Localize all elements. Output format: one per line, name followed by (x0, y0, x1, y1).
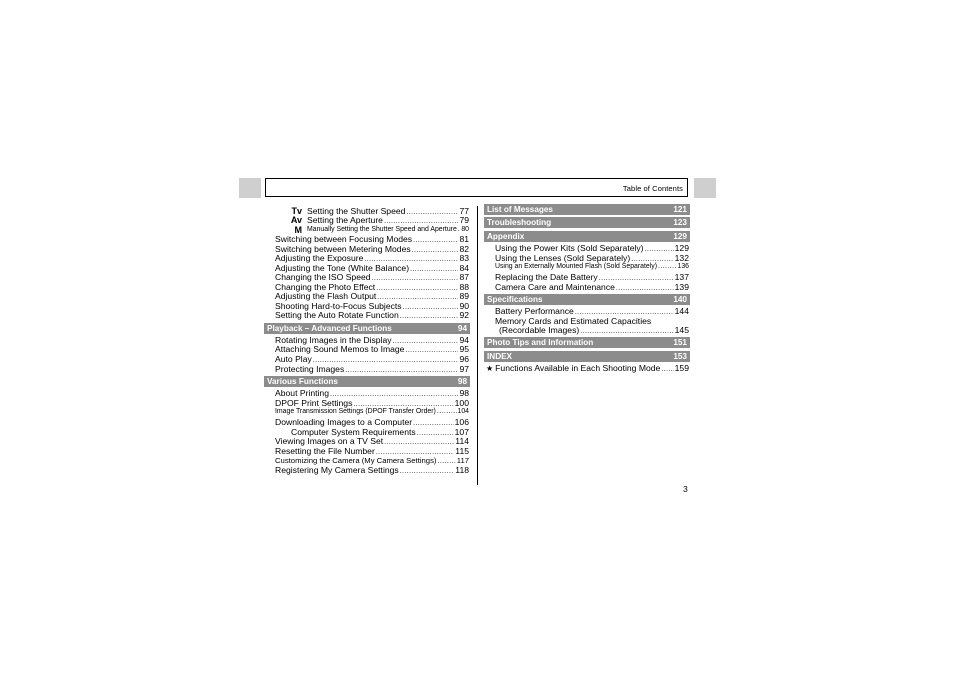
entry-page: 114 (455, 436, 469, 446)
entry-title: Resetting the File Number (275, 446, 375, 456)
m-mode-icon: M (294, 225, 302, 235)
left-tab-block (239, 178, 261, 198)
toc-entry[interactable] (275, 272, 469, 282)
entry-page: 118 (455, 465, 469, 475)
section-header-various-functions[interactable] (264, 376, 470, 387)
column-divider (477, 206, 478, 485)
entry-title: About Printing (275, 388, 329, 398)
toc-entry[interactable] (495, 243, 689, 253)
section-title: Photo Tips and Information (487, 338, 594, 347)
entry-title: Memory Cards and Estimated Capacities (495, 316, 652, 326)
entry-page: 95 (459, 344, 469, 354)
entry-title: Downloading Images to a Computer (275, 417, 413, 427)
section-header-specifications[interactable] (484, 294, 690, 305)
toc-entry[interactable] (275, 310, 469, 320)
toc-entry[interactable] (275, 364, 469, 374)
section-page: 140 (673, 295, 687, 304)
entry-title: Setting the Aperture (307, 215, 383, 225)
tv-mode-icon: Tv (291, 206, 302, 216)
section-header-photo-tips[interactable] (484, 337, 690, 348)
entry-page: 83 (459, 253, 469, 263)
entry-page: 96 (459, 354, 469, 364)
toc-entry[interactable] (307, 215, 469, 225)
section-title: Various Functions (267, 377, 338, 386)
entry-title: (Recordable Images) (499, 325, 580, 335)
entry-title: Switching between Metering Modes (275, 244, 411, 254)
section-page: 94 (457, 324, 467, 333)
entry-page: 107 (454, 427, 469, 437)
entry-page: 82 (459, 244, 469, 254)
toc-entry[interactable] (275, 407, 469, 417)
entry-title: Image Transmission Settings (DPOF Transfer Order) (275, 408, 436, 415)
section-title: Specifications (487, 295, 543, 304)
toc-entry[interactable] (275, 446, 469, 456)
entry-page: 81 (459, 234, 469, 244)
entry-title: Adjusting the Tone (White Balance) (275, 263, 410, 273)
entry-title: Using an Externally Mounted Flash (Sold Separately) (495, 263, 658, 270)
toc-entry[interactable] (275, 465, 469, 475)
entry-title: Protecting Images (275, 364, 345, 374)
entry-title: Using the Lenses (Sold Separately) (495, 253, 631, 263)
section-header-list-of-messages[interactable] (484, 204, 690, 215)
entry-page: 94 (459, 335, 469, 345)
page-number: 3 (683, 484, 688, 494)
entry-title: Auto Play (275, 354, 312, 364)
entry-page: 139 (674, 282, 689, 292)
toc-entry[interactable] (275, 436, 469, 446)
toc-entry[interactable] (275, 234, 469, 244)
section-header-playback[interactable] (264, 323, 470, 334)
entry-title: Rotating Images in the Display (275, 335, 392, 345)
entry-page: 132 (674, 253, 689, 263)
entry-page: 87 (459, 272, 469, 282)
entry-page: 80 (461, 226, 469, 233)
toc-entry[interactable] (495, 282, 689, 292)
entry-title: Manually Setting the Shutter Speed and Aperture (307, 226, 457, 233)
section-header-index[interactable] (484, 351, 690, 362)
toc-entry[interactable] (495, 272, 689, 282)
entry-page: 88 (459, 282, 469, 292)
entry-page: 77 (459, 206, 469, 216)
entry-title: Functions Available in Each Shooting Mode (495, 363, 661, 373)
entry-title: Using the Power Kits (Sold Separately) (495, 243, 644, 253)
entry-page: 144 (674, 306, 689, 316)
entry-page: 90 (459, 301, 469, 311)
section-title: Troubleshooting (487, 218, 552, 227)
star-icon: ★ (486, 364, 494, 373)
entry-title: Viewing Images on a TV Set (275, 436, 384, 446)
header-title: Table of Contents (622, 184, 683, 193)
entry-page: 117 (456, 456, 469, 465)
entry-page: 115 (455, 446, 469, 456)
entry-page: 89 (459, 291, 469, 301)
entry-page: 136 (677, 263, 689, 270)
entry-page: 79 (459, 215, 469, 225)
entry-page: 137 (674, 272, 689, 282)
header-bar (265, 178, 688, 197)
section-page: 129 (673, 232, 687, 241)
section-page: 151 (673, 338, 687, 347)
section-header-appendix[interactable] (484, 231, 690, 242)
entry-title: Replacing the Date Battery (495, 272, 598, 282)
entry-page: 104 (457, 408, 469, 415)
toc-entry[interactable] (275, 388, 469, 398)
entry-page: 106 (454, 417, 469, 427)
toc-entry[interactable] (275, 417, 469, 427)
toc-entry[interactable] (486, 363, 689, 373)
section-title: List of Messages (487, 205, 553, 214)
entry-title: Attaching Sound Memos to Image (275, 344, 405, 354)
entry-title: Shooting Hard-to-Focus Subjects (275, 301, 402, 311)
toc-entry[interactable] (495, 306, 689, 316)
av-mode-icon: Av (290, 215, 302, 225)
entry-title: Changing the Photo Effect (275, 282, 376, 292)
section-title: Appendix (487, 232, 525, 241)
entry-title: Setting the Shutter Speed (307, 206, 406, 216)
right-tab-block (694, 178, 716, 198)
toc-entry[interactable] (499, 325, 689, 335)
entry-title: DPOF Print Settings (275, 398, 353, 408)
entry-title: Battery Performance (495, 306, 574, 316)
section-page: 98 (457, 377, 467, 386)
entry-title: Customizing the Camera (My Camera Settings) (275, 456, 437, 465)
entry-title: Camera Care and Maintenance (495, 282, 615, 292)
entry-page: 145 (674, 325, 689, 335)
toc-entry[interactable] (275, 253, 469, 263)
section-page: 153 (673, 352, 687, 361)
toc-entry[interactable] (275, 354, 469, 364)
entry-title: Adjusting the Exposure (275, 253, 364, 263)
entry-title: Changing the ISO Speed (275, 272, 371, 282)
section-title: INDEX (487, 352, 513, 361)
entry-page: 84 (459, 263, 469, 273)
toc-entry[interactable] (275, 291, 469, 301)
entry-page: 129 (674, 243, 689, 253)
entry-title: Adjusting the Flash Output (275, 291, 377, 301)
entry-page: 97 (459, 364, 469, 374)
section-title: Playback – Advanced Functions (267, 324, 392, 333)
entry-page: 98 (459, 388, 469, 398)
entry-page: 100 (454, 398, 469, 408)
entry-title: Switching between Focusing Modes (275, 234, 413, 244)
section-page: 123 (673, 218, 687, 227)
entry-title: Registering My Camera Settings (275, 465, 399, 475)
section-header-troubleshooting[interactable] (484, 217, 690, 228)
entry-title: Computer System Requirements (291, 427, 416, 437)
toc-entry[interactable] (495, 262, 689, 272)
toc-entry[interactable] (275, 344, 469, 354)
entry-title: Setting the Auto Rotate Function (275, 310, 399, 320)
section-page: 121 (673, 205, 687, 214)
entry-page: 92 (459, 310, 469, 320)
entry-page: 159 (674, 363, 689, 373)
